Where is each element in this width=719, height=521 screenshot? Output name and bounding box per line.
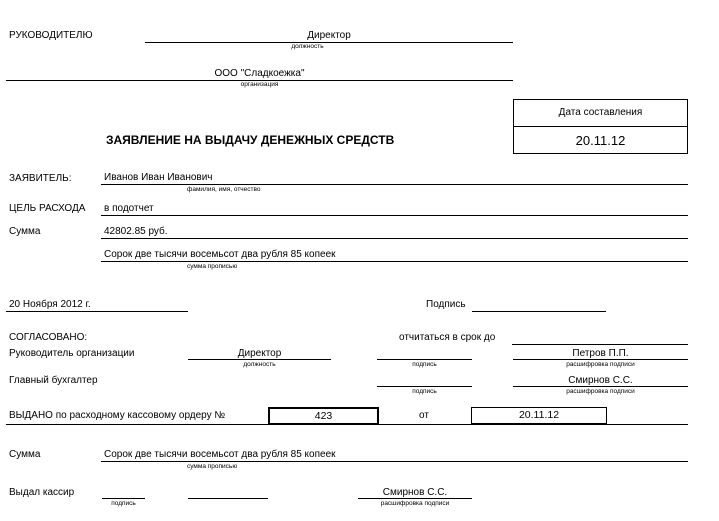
order-number-box: [268, 407, 379, 425]
organization-name: ООО "Сладкоежка": [214, 68, 305, 79]
accountant-name: Смирнов С.С.: [568, 375, 633, 386]
date-box-divider: [514, 126, 687, 127]
date-box-label: Дата составления: [558, 107, 643, 118]
document-title: ЗАЯВЛЕНИЕ НА ВЫДАЧУ ДЕНЕЖНЫХ СРЕДСТВ: [106, 133, 395, 147]
head-signature-caption: подпись: [412, 361, 437, 368]
accountant-signature-caption: подпись: [412, 388, 437, 395]
applicant-line: [101, 184, 688, 185]
date-box: [513, 99, 688, 154]
issued-amount-label: Сумма: [9, 449, 41, 460]
issued-amount-caption: сумма прописью: [187, 463, 238, 470]
head-position-caption: должность: [243, 361, 276, 368]
cashier-name-caption: расшифровка подписи: [380, 500, 450, 507]
order-date-box: [471, 407, 607, 424]
order-date: 20.11.12: [518, 409, 560, 421]
amount-line: [101, 238, 688, 239]
cashier-signature-caption: подпись: [111, 500, 136, 507]
to-head-position: Директор: [307, 30, 351, 41]
accountant-name-line: [513, 386, 688, 387]
amount-numeric: 42802.85 руб.: [104, 226, 168, 237]
purpose-label: ЦЕЛЬ РАСХОДА: [9, 203, 86, 214]
organization-caption: организация: [240, 81, 279, 88]
accountant-label: Главный бухгалтер: [9, 375, 98, 386]
position-caption: должность: [291, 43, 324, 50]
date-box-value: 20.11.12: [575, 133, 626, 148]
issued-line: [6, 424, 688, 425]
amount-words-line: [101, 261, 688, 262]
signing-date-line: [6, 311, 188, 312]
head-label: Руководитель организации: [9, 348, 135, 359]
order-number: 423: [314, 410, 333, 422]
cashier-extra-line: [188, 498, 268, 499]
report-deadline-line: [512, 344, 688, 345]
report-deadline-label: отчитаться в срок до: [399, 332, 496, 343]
signing-date: 20 Ноября 2012 г.: [9, 299, 91, 310]
cashier-label: Выдал кассир: [9, 487, 75, 498]
head-name-line: [513, 359, 688, 360]
signature-line: [472, 311, 606, 312]
amount-in-words: Сорок две тысячи восемьсот два рубля 85 копеек: [104, 249, 336, 260]
head-signature-line: [377, 359, 472, 360]
cashier-name-line: [358, 498, 472, 499]
agreed-label: СОГЛАСОВАНО:: [9, 332, 88, 343]
head-name: Петров П.П.: [572, 348, 629, 359]
applicant-label: ЗАЯВИТЕЛЬ:: [9, 173, 72, 184]
purpose-value: в подотчет: [104, 203, 154, 214]
issued-amount-line: [101, 461, 688, 462]
applicant-name: Иванов Иван Иванович: [104, 172, 213, 183]
purpose-line: [101, 215, 688, 216]
cashier-name: Смирнов С.С.: [382, 487, 448, 498]
issued-label: ВЫДАНО по расходному кассовому ордеру №: [9, 410, 226, 421]
head-position: Директор: [237, 348, 282, 359]
amount-words-caption: сумма прописью: [187, 263, 238, 270]
head-name-caption: расшифровка подписи: [566, 361, 635, 368]
to-head-label: РУКОВОДИТЕЛЮ: [9, 30, 93, 41]
accountant-signature-line: [377, 386, 472, 387]
signature-label: Подпись: [426, 299, 466, 310]
issued-amount-in-words: Сорок две тысячи восемьсот два рубля 85 копеек: [104, 449, 336, 460]
applicant-caption: фамилия, имя, отчество: [187, 186, 261, 193]
cashier-signature-line: [102, 498, 145, 499]
issued-from-label: от: [419, 410, 429, 421]
head-position-line: [188, 359, 331, 360]
accountant-name-caption: расшифровка подписи: [566, 388, 635, 395]
amount-label: Сумма: [9, 226, 41, 237]
